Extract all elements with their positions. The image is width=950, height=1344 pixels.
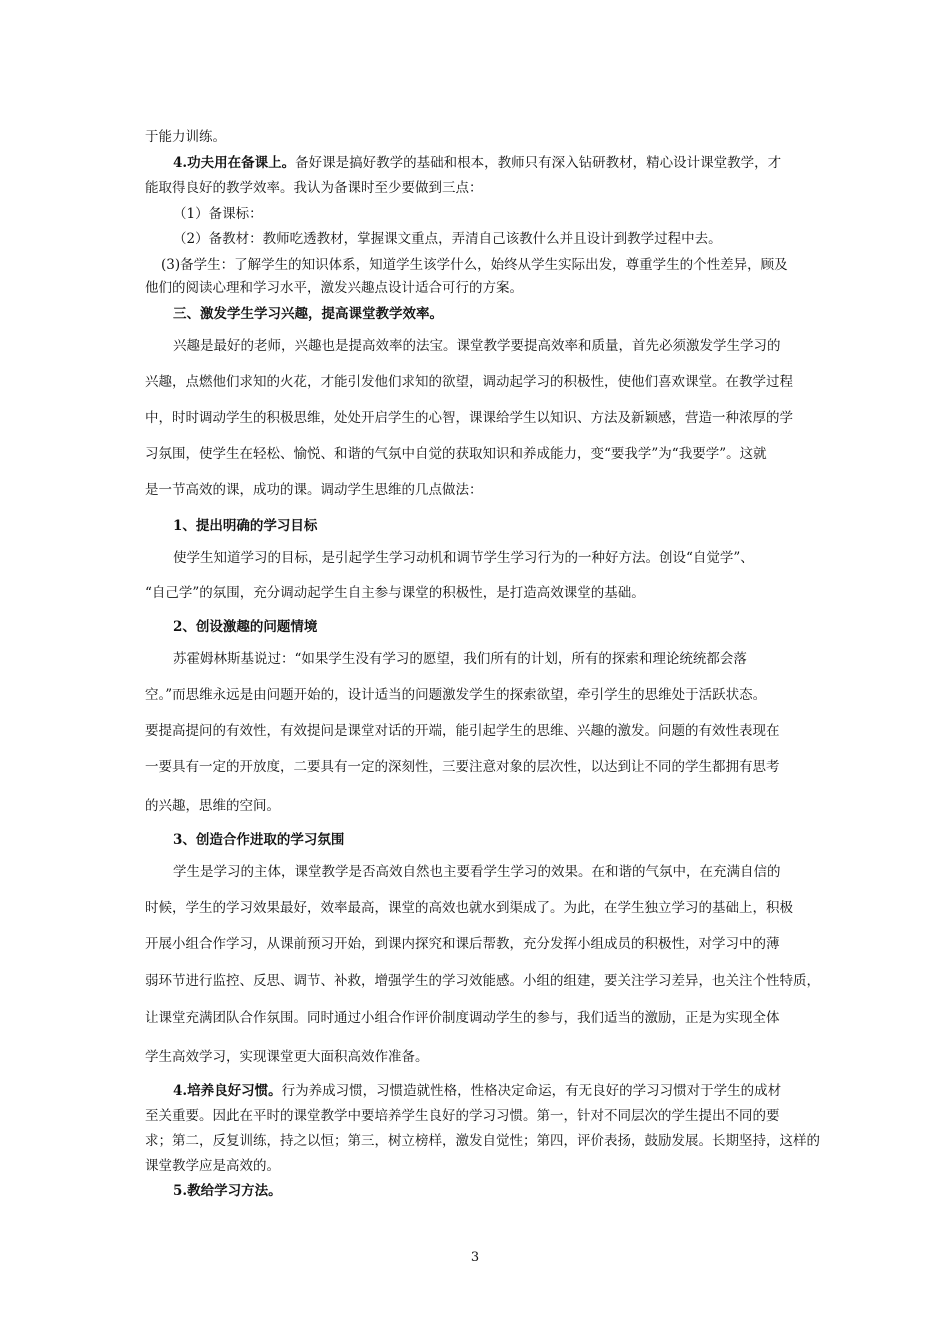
paragraph-line: 开展小组合作学习，从课前预习开始，到课内探究和课后帮教，充分发挥小组成员的积极性，对学习中的薄: [145, 936, 780, 952]
paragraph-line: 习氛围，使学生在轻松、愉悦、和谐的气氛中自觉的获取知识和养成能力，变“要我学”为“我要学”。这就: [145, 446, 767, 462]
heading-inline: 4.功夫用在备课上。: [173, 155, 296, 171]
paragraph-line: 弱环节进行监控、反思、调节、补救，增强学生的学习效能感。小组的组建，要关注学习差异，也关注个性特质，: [145, 973, 820, 989]
paragraph-line: 他们的阅读心理和学习水平，激发兴趣点设计适合可行的方案。: [145, 280, 523, 296]
subsection-heading: 2、创设激趣的问题情境: [173, 619, 318, 635]
paragraph-line: 求；第二，反复训练，持之以恒；第三，树立榜样，激发自觉性；第四，评价表扬，鼓励发展。长期坚持，这样的: [145, 1133, 820, 1149]
paragraph-text: 行为养成习惯，习惯造就性格，性格决定命运，有无良好的学习习惯对于学生的成材: [281, 1083, 782, 1099]
subsection-heading: 5.教给学习方法。: [173, 1183, 282, 1199]
paragraph-line: “自己学”的氛围，充分调动起学生自主参与课堂的积极性，是打造高效课堂的基础。: [145, 585, 645, 601]
paragraph-line: 学生是学习的主体，课堂教学是否高效自然也主要看学生学习的效果。在和谐的气氛中，在充满自信的: [173, 864, 781, 880]
list-item: （1）备课标：: [173, 206, 263, 222]
paragraph-line: 的兴趣，思维的空间。: [145, 798, 280, 814]
paragraph-line: 兴趣是最好的老师，兴趣也是提高效率的法宝。课堂教学要提高效率和质量，首先必须激发学生学习的: [173, 338, 781, 354]
paragraph-line: 能取得良好的教学效率。我认为备课时至少要做到三点：: [145, 180, 483, 196]
paragraph-line: 于能力训练。: [145, 129, 226, 145]
paragraph-line: [173, 154, 825, 172]
paragraph-line: 课堂教学应是高效的。: [145, 1158, 280, 1174]
paragraph-line: 学生高效学习，实现课堂更大面积高效作准备。: [145, 1049, 429, 1065]
paragraph-line: 使学生知道学习的目标，是引起学生学习动机和调节学生学习行为的一种好方法。创设“自觉学”、: [173, 550, 754, 566]
list-item: (3)备学生：了解学生的知识体系，知道学生该学什么，始终从学生实际出发，尊重学生的个性差异，顾及: [161, 257, 788, 273]
paragraph-text: 备好课是搞好教学的基础和根本，教师只有深入钻研教材，精心设计课堂教学，才: [295, 155, 782, 171]
paragraph-line: 空。”而思维永远是由问题开始的，设计适当的问题激发学生的探索欲望，牵引学生的思维处于活跃状态。: [145, 687, 767, 703]
paragraph-line: 一要具有一定的开放度，二要具有一定的深刻性，三要注意对象的层次性，以达到让不同的学生都拥有思考: [145, 759, 780, 775]
heading-inline: 4.培养良好习惯。: [173, 1083, 282, 1099]
paragraph-line: 要提高提问的有效性，有效提问是课堂对话的开端，能引起学生的思维、兴趣的激发。问题的有效性表现在: [145, 723, 780, 739]
paragraph-line: 兴趣，点燃他们求知的火花，才能引发他们求知的欲望，调动起学习的积极性，使他们喜欢课堂。在教学过程: [145, 374, 793, 390]
paragraph-line: 至关重要。因此在平时的课堂教学中要培养学生良好的学习习惯。第一，针对不同层次的学生提出不同的要: [145, 1108, 780, 1124]
paragraph-line: 时候，学生的学习效果最好，效率最高，课堂的高效也就水到渠成了。为此，在学生独立学习的基础上，积极: [145, 900, 793, 916]
paragraph-line: 苏霍姆林斯基说过：“如果学生没有学习的愿望，我们所有的计划，所有的探索和理论统统都会落: [173, 651, 747, 667]
section-heading: 三、激发学生学习兴趣，提高课堂教学效率。: [173, 306, 443, 322]
paragraph-line: 让课堂充满团队合作氛围。同时通过小组合作评价制度调动学生的参与，我们适当的激励，正是为实现全体: [145, 1010, 780, 1026]
paragraph-line: 中，时时调动学生的积极思维，处处开启学生的心智，课课给学生以知识、方法及新颖感，营造一种浓厚的学: [145, 410, 793, 426]
paragraph-line: 是一节高效的课，成功的课。调动学生思维的几点做法：: [145, 482, 483, 498]
paragraph-line: [173, 1082, 825, 1100]
list-item: （2）备教材：教师吃透教材，掌握课文重点，弄清自己该教什么并且设计到教学过程中去。: [173, 231, 722, 247]
subsection-heading: 1、提出明确的学习目标: [173, 518, 318, 534]
page-number: 3: [470, 1250, 480, 1265]
subsection-heading: 3、创造合作进取的学习氛围: [173, 832, 345, 848]
